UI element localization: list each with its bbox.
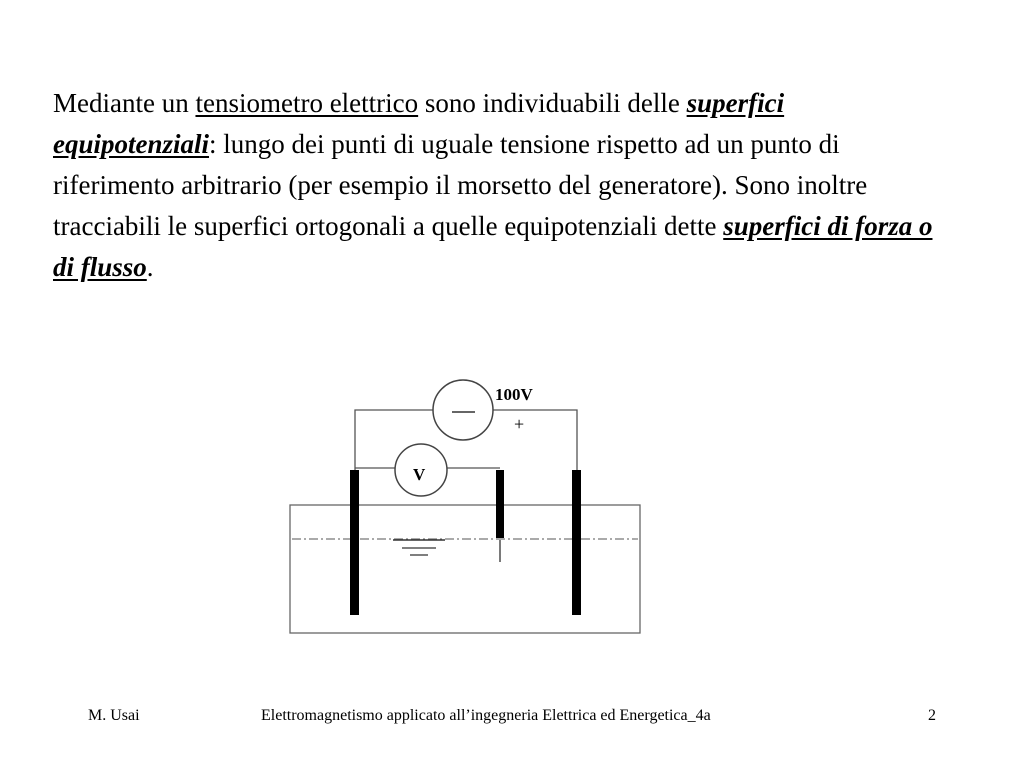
footer-author: M. Usai [88,707,140,724]
voltmeter-label: V [413,465,426,484]
term-superfici-equipotenziali: superfici equipotenziali [53,88,785,159]
generator-icon [433,380,493,440]
footer-page-number: 2 [928,707,936,724]
text-explanation: : lungo dei punti di uguale tensione rispetto ad un punto di riferimento arbitrario (per esempio il morsetto del generatore). Sono inoltre tracciabili le superfici ortogonali a quelle equipotenziali dette [53,129,868,241]
text-middle: sono individuabili delle [418,88,687,118]
right-electrode [572,470,581,615]
term-tensiometro: tensiometro elettrico [195,88,419,118]
generator-wire-right [493,410,577,470]
text-intro: Mediante un [53,88,196,118]
voltage-label: 100V [495,385,533,404]
electrolytic-tank [290,505,640,633]
liquid-surface-icon [393,540,445,555]
footer-course-title: Elettromagnetismo applicato all’ingegneria Elettrica ed Energetica_4a [261,707,711,724]
probe-electrode [496,470,504,538]
left-electrode [350,470,359,615]
plus-sign: + [514,414,525,434]
term-superfici-di-forza: superfici di forza o di flusso [53,211,933,282]
text-end: . [146,252,154,282]
